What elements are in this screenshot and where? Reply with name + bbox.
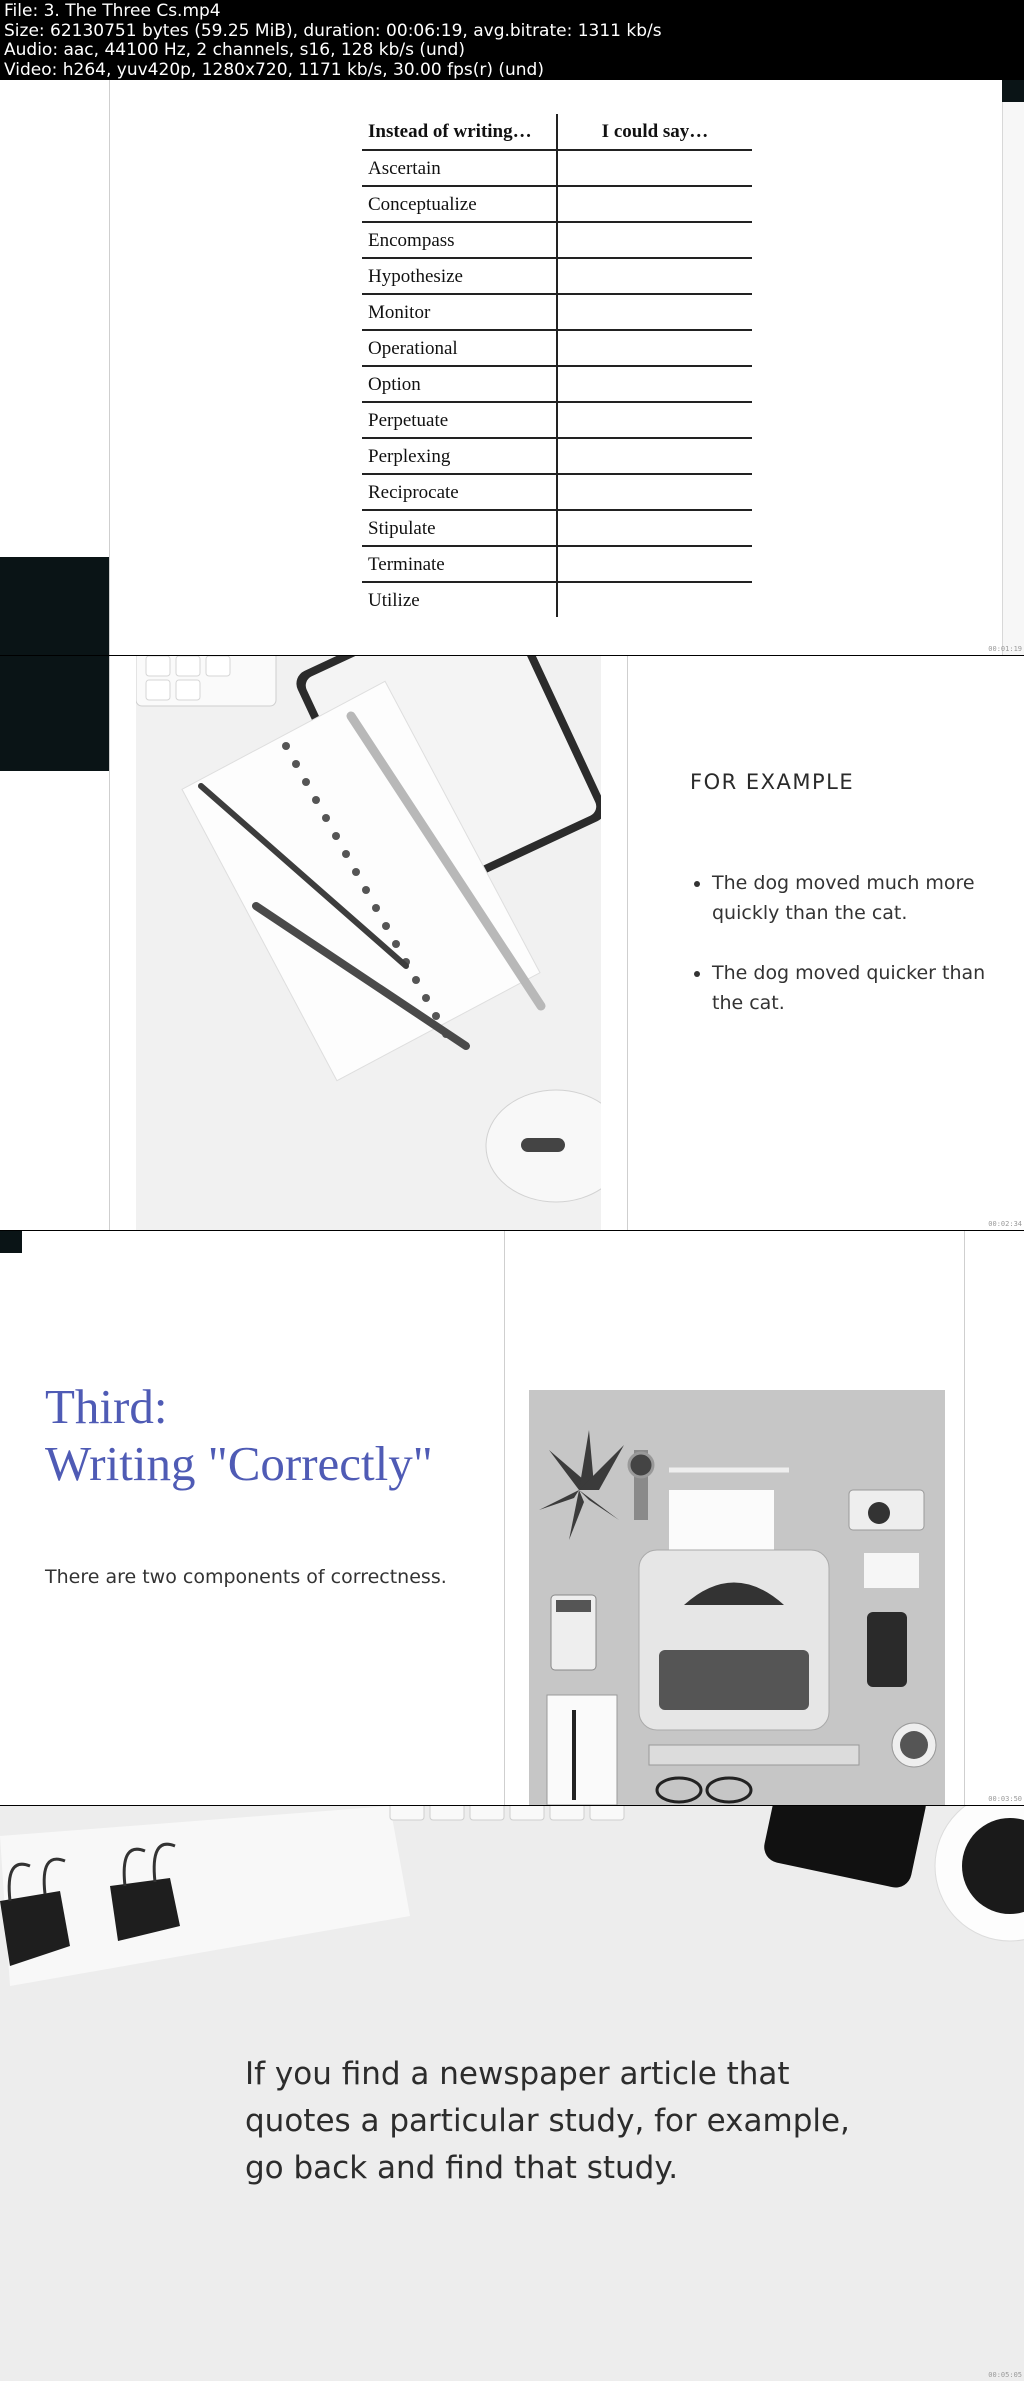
dark-block — [0, 1231, 22, 1253]
empty-cell — [557, 438, 752, 474]
empty-cell — [557, 402, 752, 438]
table-row — [362, 546, 752, 582]
empty-cell — [557, 330, 752, 366]
slide-title — [45, 1378, 433, 1492]
table-cell: Conceptualize — [362, 186, 557, 222]
table-cell: Terminate — [362, 546, 557, 582]
table-header-row — [362, 114, 752, 150]
file-info-line: Video: h264, yuv420p, 1280x720, 1171 kb/s, 30.00 fps(r) (und) — [4, 59, 544, 80]
video-frame-2 — [0, 656, 1024, 1230]
dark-block — [0, 656, 110, 771]
empty-cell — [557, 150, 752, 186]
empty-cell — [557, 222, 752, 258]
file-info-line: File: 3. The Three Cs.mp4 — [4, 1, 221, 21]
empty-cell — [557, 474, 752, 510]
table-row — [362, 330, 752, 366]
timestamp: 00:02:34 — [988, 1220, 1022, 1228]
desk-stationery-photo — [136, 656, 601, 1230]
table-cell: Ascertain — [362, 150, 557, 186]
quote-text: If you find a newspaper article that quotes a particular study, for example, go back and find that study. — [245, 2056, 850, 2186]
column-header: Instead of writing… — [362, 114, 557, 150]
table-cell: Option — [362, 366, 557, 402]
empty-cell — [557, 294, 752, 330]
dark-block — [1002, 80, 1024, 102]
table-cell: Reciprocate — [362, 474, 557, 510]
table-row — [362, 474, 752, 510]
video-frame-1 — [0, 80, 1024, 655]
empty-cell — [557, 510, 752, 546]
divider — [964, 1231, 965, 1805]
typewriter-desk-photo — [529, 1390, 945, 1805]
table-row — [362, 510, 752, 546]
slide-title: FOR EXAMPLE — [690, 770, 855, 794]
column-header: I could say… — [557, 114, 752, 150]
table-row — [362, 258, 752, 294]
table-row — [362, 366, 752, 402]
table-row — [362, 582, 752, 617]
timestamp: 00:03:50 — [988, 1795, 1022, 1803]
video-frame-4 — [0, 1806, 1024, 2381]
divider — [109, 656, 110, 1230]
timestamp: 00:05:05 — [988, 2371, 1022, 2379]
word-substitution-table — [362, 114, 752, 617]
dark-block — [0, 557, 110, 655]
table-cell: Perpetuate — [362, 402, 557, 438]
empty-cell — [557, 186, 752, 222]
table-cell: Operational — [362, 330, 557, 366]
table-row — [362, 402, 752, 438]
table-row — [362, 150, 752, 186]
empty-cell — [557, 258, 752, 294]
list-item: • The dog moved quicker than the cat. — [712, 958, 1012, 1018]
stationery-illustration — [136, 656, 601, 1230]
table-row — [362, 294, 752, 330]
side-strip — [1002, 80, 1024, 655]
video-frame-3 — [0, 1231, 1024, 1805]
empty-cell — [557, 582, 752, 617]
file-info-line: Audio: aac, 44100 Hz, 2 channels, s16, 128 kb/s (und) — [4, 40, 465, 60]
file-info-line: Size: 62130751 bytes (59.25 MiB), duration: 00:06:19, avg.bitrate: 1311 kb/s — [4, 20, 662, 41]
empty-cell — [557, 546, 752, 582]
list-item: • The dog moved much more quickly than the cat. — [712, 868, 1012, 928]
table-row — [362, 222, 752, 258]
table-cell: Monitor — [362, 294, 557, 330]
title-line: Writing "Correctly" — [45, 1436, 433, 1491]
table-cell: Perplexing — [362, 438, 557, 474]
divider — [627, 656, 628, 1230]
empty-cell — [557, 366, 752, 402]
divider — [109, 80, 110, 655]
table-row — [362, 186, 752, 222]
table-cell: Utilize — [362, 582, 557, 617]
example-list — [690, 868, 1012, 1048]
slide-body: There are two components of correctness. — [45, 1566, 447, 1588]
typewriter-illustration — [529, 1390, 945, 1805]
table-cell: Encompass — [362, 222, 557, 258]
timestamp: 00:01:19 — [988, 645, 1022, 653]
divider — [504, 1231, 505, 1805]
table-cell: Stipulate — [362, 510, 557, 546]
table-row — [362, 438, 752, 474]
title-line: Third: — [45, 1379, 168, 1434]
file-info-header — [0, 0, 1024, 80]
table-cell: Hypothesize — [362, 258, 557, 294]
